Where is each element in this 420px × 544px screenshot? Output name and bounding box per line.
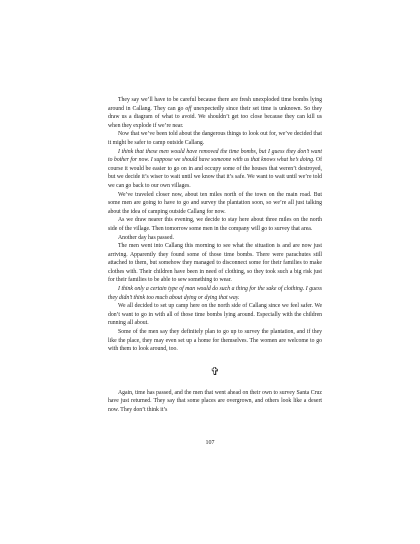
text-run: I think that these men would have removed the time bombs, but I guess they don’t want to bother for now. I suppose we should have someone with us that knows what he’s doing. [108,148,322,164]
text-run: The men went into Callang this morning to see what the situation is and are now just arriving. Apparently they found some of those time bombs. There were parachutes still attached to them, but somehow they managed to disconnect some for their families to make clothes with. Their children have been in need of clothing, so they took such a big risk just for their families to be able to sew something to wear. [108,243,322,284]
text-run: off [185,105,192,112]
paragraph [108,285,322,302]
section-divider-ornament: ✞ [210,365,220,378]
text-run: Again, time has passed, and the men that went ahead on their own to survey Santa Cruz have just returned. They say that some places are overgrown, and others look like a desert now. They don’t think it’s [108,389,322,413]
text-run: Some of the men say they definitely plan to go up to survey the plantation, and if they like the place, they may even set up a home for themselves. The women are welcome to go with them to look around, too. [108,329,322,353]
text-run: They say we’ll have to be careful because there are fresh unexploded time bombs lying around in Callang. They can go [108,97,322,112]
text-run: Of course it would be easier to go on in and occupy some of the houses that weren’t destroyed, but we decide it’s wiser to wait until we know that it’s safe. We want to wait until we’re told we can go back to our own villages. [108,157,322,189]
paragraph [108,302,322,328]
text-run: I think only a certain type of man would do such a thing for the sake of clothing. I guess they didn’t think too much about dying or dying that way. [108,286,322,301]
paragraph [108,148,322,191]
paragraphs-before-divider [108,96,322,354]
page-number: 107 [205,440,215,446]
text-run: Now that we’ve been told about the dangerous things to look out for, we’ve decided that it might be safer to camp outside Callang. [108,131,322,146]
paragraphs-after-divider [108,389,322,415]
paragraph [108,216,322,233]
paragraph [108,191,322,217]
paragraph [108,389,322,415]
body-text [108,96,322,415]
paragraph [108,96,322,130]
text-run: As we draw nearer this evening, we decide to stay here about three miles on the north side of the village. Then tomorrow some men in the company will go to survey that area. [108,217,322,232]
text-run: We all decided to set up camp here on the north side of Callang since we feel safer. We don’t want to go in with all of those time bombs lying around. Especially with the children running all about. [108,303,322,327]
paragraph [108,328,322,354]
paragraph [108,234,322,243]
paragraph [108,130,322,147]
text-run: We’ve traveled closer now, about ten miles north of the town on the main road. But some men are going to have to go and survey the plantation soon, so we’re all just talking about the idea of camping outside Callang for now. [108,191,322,215]
text-run: unexpectedly since their set time is unknown. So they draw us a diagram of what to avoid. We shouldn’t get too close because they can kill us when they explode if we’re near. [108,105,323,129]
paragraph [108,242,322,285]
text-run: Another day has passed. [118,234,174,241]
